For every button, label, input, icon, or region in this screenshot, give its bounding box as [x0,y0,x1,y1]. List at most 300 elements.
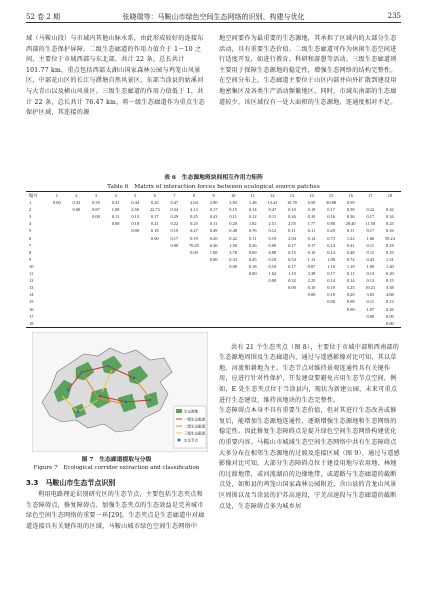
table-cell [263,320,283,327]
column-header: 4 [114,193,117,198]
table-cell: 0.11 [346,271,355,277]
table-cell: 0.00 [307,292,316,298]
table-cell: 3.38 [307,271,316,277]
table-cell: 3.58 [386,285,394,291]
table-cell: 1.08 [209,249,218,255]
table-cell [341,313,361,320]
table-cell: 0.12 [248,214,257,220]
table-row [26,291,400,298]
table-cell: 0.49 [209,228,218,234]
table-cell [86,277,106,284]
top-left-paragraph: 域（马鞍山段）与市域内其他山脉水系，由此形成较好的连接东西部的生态保护屏障。二级生态廊道的作用力值介于 1～10 之间，主要位于市域西部与东北部，共计 22 条，总长共计 101.77 km，重点包括西部太湖山国家森林公园与鸡笼山风景区，中部花山区的长江与濮塘自然风景区，东部当涂县的姑溪河与大青山以及横山风景区。三级生态廊道的作用力值低于 1，共计 22 条，总长共计 76.47 km，将一级生态廊道作为重点生态保护区域，其连接的源 [26,35,205,117]
table-cell: 0.42 [386,207,394,213]
table-cell [223,277,243,284]
table-cell: 0.14 [327,249,335,255]
table-cell [67,242,87,249]
table-cell: 0.19 [386,249,394,255]
table-cell [184,263,204,270]
table-row [26,235,400,242]
table-cell: 0.15 [386,278,394,284]
journal-issue: 52 卷 2 期 [26,13,61,21]
table-cell [67,298,87,305]
table-cell [243,284,263,291]
column-header: 13 [289,193,295,198]
table-cell: 0.54 [170,207,179,213]
table-cell: 0.47 [268,207,277,213]
table-cell [165,313,185,320]
table-row [26,270,400,277]
table-cell: 0.18 [386,242,394,248]
row-header: 12 [29,278,34,284]
legend-node: 生态节点 [184,438,198,443]
table-cell: 0.00 [366,313,375,319]
table-cell [106,242,126,249]
table-cell [165,298,185,305]
table-cell: 0.17 [327,207,335,213]
table-cell [86,249,106,256]
table-cell [67,235,87,242]
column-header: 16 [348,193,353,198]
table-cell [125,270,145,277]
table-cell: 0.16 [386,228,394,234]
table-cell [106,320,126,327]
table-cell: 1.19 [288,271,296,277]
bottom-right-paragraph: 共有 21 个生态夹点（图 8），主要位于市域中部和西南部的生态源地周围及生态廊道内，通过与遥感影像对比可知，其以草地、河流和耕地为主，生态节点对维持景观连通性具有关键作用，应进行针对性保护，开发建设要避免占用生态节点空间，例如，E 处生态夹点位于当涂县内，现状为新建公园，未来可重点进行生态建设，维持该地块的生态完整性。 生态障碍点本身不具有重要生态价值，但对其进行生态改善或修复后，能增加生态源地连通性，逐渐增强生态源地和生态网络的稳定性。因此修复生态障碍点是提升绿色空间生态网络构建优化的重要内容。马鞍山市城域生态空间生态网络中共有生态障碍点大多分布在相邻生态源地的过渡及连接区域（图 9），通过与遥感影像对比可知，大部分生态障碍点位于建设用地与农用地、林地的过渡地带，或河流湖泊的边缘地带，或道路与生态廊道的截断点处，如和县的鸡笼山国家森林公园附近、含山县的青龙山风景区周围以及当涂县的沪苏高速段，宁芜高速段与生态廊道的截断点处，生态障碍点多为城乡居 [219,343,400,510]
table-cell: 0.11 [366,249,375,255]
table-cell: 0.29 [327,228,335,234]
row-header: 17 [29,313,34,319]
table-cell: 2.83 [229,200,237,206]
eco-node [77,411,80,414]
row-header: 16 [29,306,34,312]
page-number: 235 [387,12,401,20]
table-title-cn: 表 6 生态源地斑块间相互作用力矩阵 [164,175,263,181]
table-cell [145,291,165,298]
table-cell [47,298,67,305]
table-cell: 0.20 [346,292,355,298]
table-cell: 0.16 [327,214,335,220]
table-title-en: Table 6 Matrix of interaction forces between ecological source patches [107,184,320,190]
table-cell: 5.25 [346,285,355,291]
table-cell: 0.11 [307,228,316,234]
table-cell: 0.14 [307,235,316,241]
table-cell: 0.16 [307,249,316,255]
column-header: 5 [134,193,137,198]
row-header: 13 [29,285,34,291]
eco-node [99,395,102,398]
table-cell [106,227,126,234]
table-cell: 0.08 [346,299,355,305]
table-cell: 0.22 [229,235,237,241]
table-cell: 0.00 [327,299,335,305]
table-cell [86,320,106,327]
table-cell: 1.48 [248,200,257,206]
table-cell [145,263,165,270]
table-cell [223,291,243,298]
table-cell [145,298,165,305]
table-cell: 0.00 [386,320,394,326]
table-cell: 0.22 [366,207,375,213]
table-cell [263,284,283,291]
table-cell: 0.17 [209,207,218,213]
row-header: 1 [29,200,32,206]
table-cell [47,306,67,313]
table-cell: 0.33 [72,200,81,206]
table-cell: 0.20 [386,271,394,277]
table-cell [165,263,185,270]
column-header: 12 [270,193,275,198]
column-header: 1 [55,193,58,198]
table-cell: 0.00 [268,278,277,284]
table-cell: 0.17 [150,214,159,220]
table-cell [106,306,126,313]
table-cell: 0.19 [170,228,179,234]
table-cell [165,284,185,291]
table-cell [125,291,145,298]
table-cell: 2.50 [131,207,140,213]
table-cell [125,284,145,291]
table-cell [204,277,224,284]
table-cell [282,313,302,320]
table-cell: 0.36 [346,214,355,220]
table-cell: 0.14 [327,278,335,284]
table-cell: 0.10 [307,285,316,291]
table-cell [86,235,106,242]
table-cell [165,320,185,327]
table-cell [184,298,204,305]
section-heading: 3.3 马鞍山市生态节点识别 [26,479,116,487]
table-cell: 0.11 [288,228,296,234]
table-cell: 2.64 [190,200,198,206]
table-cell: 0.00 [92,214,100,220]
table-cell [184,284,204,291]
table-cell [67,213,87,220]
table-cell: 0.11 [366,299,375,305]
table-cell [47,284,67,291]
table-cell [204,306,224,313]
table-cell: 0.58 [346,207,355,213]
table-row [26,277,400,284]
table-cell [302,313,322,320]
table-cell [125,235,145,242]
table-cell: 0.41 [346,242,355,248]
table-row [26,242,400,249]
table-row [26,220,400,227]
table-cell: 0.29 [170,214,179,220]
table-cell [106,235,126,242]
table-cell: 0.00 [248,271,257,277]
table-cell: 2.90 [209,200,218,206]
table-cell: 0.69 [248,249,257,255]
table-cell: 0.18 [268,256,277,262]
eco-node [107,365,110,368]
table-cell: 0.12 [268,228,277,234]
table-cell [47,227,67,234]
table-cell [204,291,224,298]
table-cell: 1.10 [327,263,335,269]
table-cell: 1.08 [327,256,335,262]
table-cell: 0.00 [229,263,237,269]
table-cell: 0.14 [248,207,257,213]
table-cell: 0.50 [307,200,316,206]
table-cell: 1.13 [307,256,316,262]
table-cell: 0.11 [346,228,355,234]
table-cell: 1.50 [229,242,237,248]
table-cell [86,270,106,277]
corridor-map-figure [32,332,208,452]
table-cell [263,313,283,320]
table-cell [86,256,106,263]
table-row [26,249,400,256]
table-cell: 2.51 [268,221,277,227]
table-cell: 0.00 [209,256,218,262]
table-cell: 0.72 [346,256,355,262]
table-cell: 0.17 [170,235,179,241]
table-cell [243,313,263,320]
column-header: 14 [309,193,314,198]
row-header: 3 [29,214,32,220]
eco-node [67,389,70,392]
table-cell [125,263,145,270]
column-header: 编号 [29,193,38,198]
table-cell [125,306,145,313]
table-cell [282,320,302,327]
table-cell: 4.13 [190,207,198,213]
table-cell: 2.94 [288,235,296,241]
table-cell: 0.00 [131,228,140,234]
table-cell [67,270,87,277]
table-cell [67,277,87,284]
table-cell: 0.26 [248,242,257,248]
table-cell [282,291,302,298]
table-cell: 0.00 [170,242,179,248]
table-cell [47,235,67,242]
table-cell: 0.22 [170,221,179,227]
table-cell [145,270,165,277]
table-cell: 0.10 [288,207,296,213]
legend-corridor-2: 二级生态廊道 [184,424,205,429]
row-header: 11 [29,271,34,277]
table-cell: 1.19 [346,263,355,269]
table-cell [243,298,263,305]
table-cell [223,306,243,313]
table-cell [106,277,126,284]
table-cell: 0.10 [327,285,335,291]
table-cell [204,263,224,270]
table-cell: 0.26 [288,214,296,220]
table-cell: 10.21 [365,285,376,291]
table-cell [145,256,165,263]
table-cell [67,306,87,313]
table-cell: 1.62 [268,271,277,277]
table-cell: 1.08 [111,207,120,213]
table-cell [204,313,224,320]
column-header: 3 [94,193,98,198]
table-cell [47,206,67,213]
table-cell: 0.40 [229,228,237,234]
table-cell [184,313,204,320]
table-row [26,298,400,305]
table-cell: 0.17 [288,263,296,269]
table-cell [47,291,67,298]
table-cell [125,242,145,249]
table-cell [184,256,204,263]
table-cell [106,284,126,291]
table-cell [67,220,87,227]
table-cell: 0.18 [248,263,257,269]
table-cell: 0.00 [52,200,61,206]
table-cell [125,320,145,327]
table-cell [86,284,106,291]
interaction-matrix-table [26,192,400,327]
table-cell [125,313,145,320]
table-cell: 0.11 [268,214,277,220]
table-cell [86,242,106,249]
table-cell: 0.87 [92,207,100,213]
table-cell: 0.20 [229,221,237,227]
table-cell [184,270,204,277]
table-cell [243,277,263,284]
table-cell: 0.25 [190,214,198,220]
table-cell [67,313,87,320]
table-cell [145,284,165,291]
table-cell [223,284,243,291]
column-header: 11 [250,193,255,198]
table-cell [125,256,145,263]
table-cell: 0.26 [386,306,394,312]
table-cell: 1.77 [307,221,316,227]
table-cell [321,306,341,313]
table-cell: 0.25 [386,221,394,227]
table-cell [263,298,283,305]
table-cell [165,306,185,313]
bottom-left-paragraph: 利用电路理论识别研究区的生态节点，主要包括生态夹点和生态障碍点，修复障碍点、加强生态夹点的生态效益是完善城市绿色空间生态网络的重要一环[29]。生态夹点是生态廊道中对廊道连接具有关键作用的区域，马鞍山城市绿色空间生态网络中 [26,491,205,530]
table-row [26,199,400,206]
table-cell: 0.13 [386,299,394,305]
table-cell [243,291,263,298]
table-cell: 70.25 [189,242,199,248]
table-cell [67,284,87,291]
table-cell [145,277,165,284]
table-cell [223,298,243,305]
table-cell: 13.41 [267,200,278,206]
table-cell [106,256,126,263]
corridor-map [32,332,208,452]
table-cell [47,242,67,249]
table-cell: 0.00 [346,306,355,312]
column-header: 7 [173,193,176,198]
row-header: 7 [29,242,32,248]
table-cell [67,320,87,327]
table-cell [263,291,283,298]
column-header: 6 [153,193,156,198]
table-cell [223,320,243,327]
table-cell [165,256,185,263]
running-title: 张晓瑞等：马鞍山市绿色空间生态网络的识别、构建与优化 [122,13,305,21]
table-cell: 3.78 [229,249,237,255]
table-cell: 0.47 [170,200,179,206]
table-cell: 0.17 [307,242,316,248]
column-header: 8 [192,193,196,198]
column-header: 9 [212,193,215,198]
table-cell [47,270,67,277]
table-cell [67,227,87,234]
table-cell [302,298,322,305]
table-cell: 0.11 [366,242,375,248]
table-cell: 0.00 [190,249,198,255]
table-row [26,313,400,320]
table-cell [243,320,263,327]
table-cell: 0.34 [386,214,394,220]
table-cell: 0.17 [366,228,375,234]
table-header-row [26,192,400,199]
table-cell [125,249,145,256]
table-cell [302,306,322,313]
table-cell: 2.55 [288,221,296,227]
table-cell: 22.73 [149,207,160,213]
table-cell: 0.14 [327,242,335,248]
table-cell: 0.19 [268,235,277,241]
table-cell: 0.20 [209,235,218,241]
column-header: 17 [368,193,373,198]
table-cell: 0.17 [288,242,296,248]
table-cell: 0.11 [248,235,257,241]
row-header: 18 [29,320,34,326]
table-cell [282,306,302,313]
row-header: 2 [29,207,32,213]
table-cell [86,306,106,313]
table-cell [67,256,87,263]
table-cell: 0.11 [229,214,237,220]
row-header: 8 [29,249,32,255]
table-cell: 0.27 [190,228,198,234]
table-cell: 0.33 [229,256,237,262]
table-cell: 0.14 [346,278,355,284]
row-header: 9 [29,256,32,262]
table-cell: 2.25 [307,278,316,284]
table-row [26,256,400,263]
table-cell: 0.25 [190,221,198,227]
column-header: 10 [230,193,236,198]
table-cell: 6.36 [209,242,218,248]
table-cell [67,263,87,270]
table-cell [125,277,145,284]
table-cell: 28.40 [345,221,356,227]
table-cell: 0.54 [288,256,296,262]
table-cell: 0.48 [346,249,355,255]
table-cell [106,298,126,305]
figure-caption-en: Figure 7 Ecological corridor extraction and classification [33,465,200,471]
table-cell: 0.13 [131,214,140,220]
table-cell: 0.09 [386,313,394,319]
table-cell: 1.82 [248,221,257,227]
table-cell [106,270,126,277]
top-right-paragraph: 地空间要作为最重要的生态源地，其承担了区域内的大部分生态活动，具有重要生态价值。二级生态廊道可作为休闲生态空间进行适度开发，如进行教育、科研和游憩等活动。三级生态廊道则主要用于保障生态源地的稳定性，增强生态网络的结构完整性。在空间分布上，生态廊道主要位于山区内部并向外扩散到建设用地密集区及各类生产活动频繁地区，同时，市域东南部的生态廊道较少，该区域仅有一处大面积的生态源地，连通度相对不足。 [219,35,397,106]
table-cell [223,313,243,320]
table-cell [263,306,283,313]
map-legend [174,406,206,448]
table-cell [47,263,67,270]
table-cell [145,242,165,249]
table-cell: 0.00 [150,235,159,241]
table-cell: 4.68 [386,292,394,298]
column-header: 18 [387,193,393,198]
table-row [26,227,400,234]
table-cell: 0.41 [111,200,120,206]
table-cell: 0.80 [327,221,335,227]
table-cell [86,263,106,270]
table-cell [125,298,145,305]
